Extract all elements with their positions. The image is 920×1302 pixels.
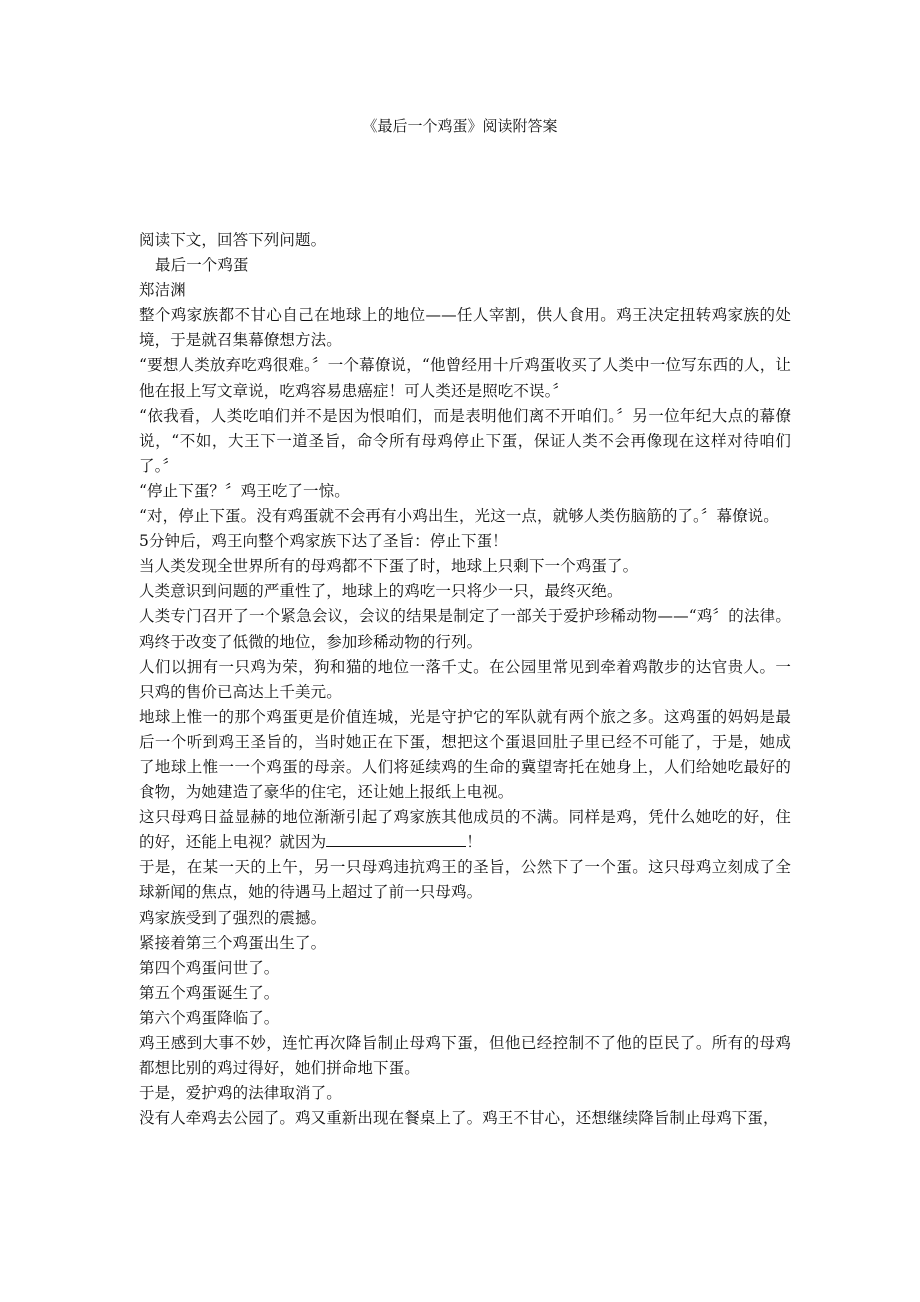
paragraph-text: 这只母鸡日益显赫的地位渐渐引起了鸡家族其他成员的不满。同样是鸡，凭什么她吃的好，住的好，还能上电视？就因为 [139, 808, 791, 852]
paragraph: “停止下蛋？〞鸡王吃了一惊。 [139, 481, 350, 500]
instruction-text: 阅读下文，回答下列问题。 [139, 231, 327, 249]
paragraph: 第六个鸡蛋降临了。 [139, 1008, 280, 1027]
page-title: 《最后一个鸡蛋》阅读附答案 [362, 117, 558, 135]
paragraph: 当人类发现全世界所有的母鸡都不下蛋了时，地球上只剩下一个鸡蛋了。 [139, 557, 639, 576]
author-name: 郑洁渊 [139, 281, 186, 300]
paragraph: 紧接着第三个鸡蛋出生了。 [139, 933, 327, 952]
paragraph: 地球上惟一的那个鸡蛋更是价值连城，光是守护它的军队就有两个旅之多。这鸡蛋的妈妈是最后一个听到鸡王圣旨的，当时她正在下蛋，想把这个蛋退回肚子里已经不可能了，于是，她成了地球上惟一一个鸡蛋的母亲。人们将延续鸡的生命的冀望寄托在她身上，人们给她吃最好的食物，为她建造了豪华的住宅，还让她上报纸上电视。 [139, 707, 791, 802]
paragraph: 人们以拥有一只鸡为荣，狗和猫的地位一落千丈。在公园里常见到牵着鸡散步的达官贵人。一只鸡的售价已高达上千美元。 [139, 657, 791, 701]
paragraph: 鸡家族受到了强烈的震撼。 [139, 908, 327, 927]
fill-in-blank [326, 830, 466, 847]
paragraph: 鸡王感到大事不妙，连忙再次降旨制止母鸡下蛋，但他已经控制不了他的臣民了。所有的母鸡都想比别的鸡过得好，她们拼命地下蛋。 [139, 1034, 791, 1078]
paragraph: 于是，在某一天的上午，另一只母鸡违抗鸡王的圣旨，公然下了一个蛋。这只母鸡立刻成了全球新闻的焦点，她的待遇马上超过了前一只母鸡。 [139, 858, 791, 902]
paragraph: “对，停止下蛋。没有鸡蛋就不会再有小鸡出生，光这一点，就够人类伤脑筋的了。〞幕僚说。 [139, 507, 779, 526]
paragraph: 第五个鸡蛋诞生了。 [139, 983, 280, 1002]
paragraph: “要想人类放弃吃鸡很难。〞一个幕僚说，“他曾经用十斤鸡蛋收买了人类中一位写东西的人，让他在报上写文章说，吃鸡容易患癌症！可人类还是照吃不误。〞 [139, 356, 791, 400]
paragraph-with-blank [139, 805, 791, 855]
paragraph: 5分钟后，鸡王向整个鸡家族下达了圣旨：停止下蛋！ [139, 532, 508, 551]
paragraph: 于是，爱护鸡的法律取消了。 [139, 1084, 342, 1103]
paragraph: 人类专门召开了一个紧急会议，会议的结果是制定了一部关于爱护珍稀动物——“鸡〞的法律。鸡终于改变了低微的地位，参加珍稀动物的行列。 [139, 607, 791, 651]
paragraph: 人类意识到问题的严重性了，地球上的鸡吃一只将少一只，最终灭绝。 [139, 582, 623, 601]
paragraph: 整个鸡家族都不甘心自己在地球上的地位——任人宰割，供人食用。鸡王决定扭转鸡家族的处境，于是就召集幕僚想方法。 [139, 306, 791, 350]
paragraph: 没有人牵鸡去公园了。鸡又重新出现在餐桌上了。鸡王不甘心，还想继续降旨制止母鸡下蛋， [139, 1109, 779, 1128]
story-title: 最后一个鸡蛋 [155, 256, 249, 275]
paragraph: 第四个鸡蛋问世了。 [139, 958, 280, 977]
article-body [139, 228, 791, 1131]
paragraph: “依我看，人类吃咱们并不是因为恨咱们，而是表明他们离不开咱们。〞另一位年纪大点的幕僚说，“不如，大王下一道圣旨，命令所有母鸡停止下蛋，保证人类不会再像现在这样对待咱们了。〞 [139, 406, 791, 475]
paragraph-text-end: ！ [466, 833, 482, 852]
